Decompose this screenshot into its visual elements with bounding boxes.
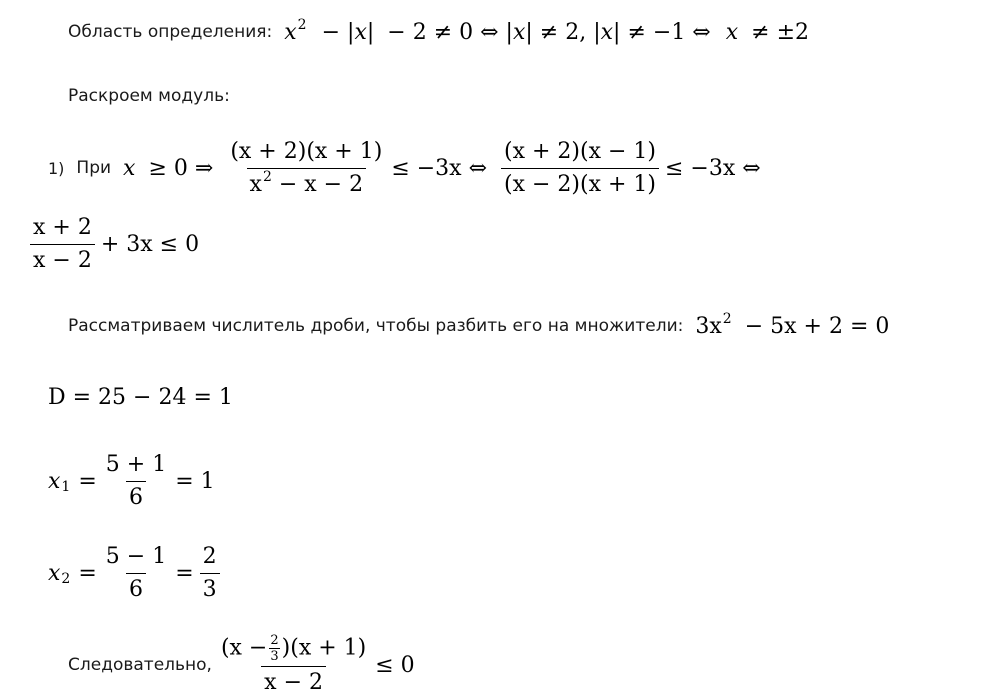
- case1-result-line: [24, 210, 199, 278]
- root2-numerator: 5 − 1: [105, 544, 167, 570]
- domain-var-x: x: [284, 19, 297, 45]
- case1-condition: [123, 156, 213, 181]
- case1-fraction-2: [501, 139, 659, 197]
- domain-var-x4: x: [600, 19, 614, 45]
- domain-line: [68, 14, 809, 50]
- domain-expression: [284, 16, 810, 45]
- domain-var-x2: x: [354, 19, 367, 45]
- root2-result-denominator: 3: [200, 573, 220, 602]
- domain-var-x5: x: [725, 19, 739, 45]
- root1-sub: 1: [61, 479, 71, 495]
- root1-eq: =: [78, 468, 97, 494]
- domain-label: Область определения:: [68, 22, 273, 42]
- case1-result-fraction: [30, 215, 95, 273]
- quadratic-a: 3x: [695, 313, 722, 339]
- case1-frac1-den-rest: − x − 2: [271, 171, 364, 197]
- case1-var-x: x: [123, 155, 136, 181]
- conclusion-fraction: [218, 634, 369, 695]
- case1-frac2-numerator: (x + 2)(x − 1): [504, 139, 656, 165]
- domain-var-x3: x: [512, 19, 526, 45]
- conclusion-result: ≤ 0: [375, 652, 415, 678]
- domain-ne-m1: | ≠ −1 ⇔: [613, 19, 711, 45]
- domain-abs-close: |: [366, 19, 375, 45]
- case1-number: 1): [48, 158, 65, 178]
- root2-x: x: [48, 560, 61, 586]
- conclusion-num-a: (x −: [220, 635, 268, 661]
- discriminant-line: [48, 380, 233, 414]
- case1-frac1-denominator: [247, 168, 367, 197]
- root2-result-numerator: 2: [202, 544, 217, 570]
- root1-numerator: 5 + 1: [105, 452, 167, 478]
- case1-result-rest: + 3x ≤ 0: [100, 231, 200, 257]
- conclusion-numerator: [218, 634, 369, 666]
- conclusion-label: Следовательно,: [68, 655, 212, 675]
- root2-result-fraction: [200, 544, 220, 602]
- root1-x: x: [48, 468, 61, 494]
- quadratic-power: 2: [722, 310, 732, 327]
- case1-frac1-den-power: 2: [262, 168, 272, 185]
- case1-result-numerator: x + 2: [33, 215, 92, 241]
- case1-frac1-den-x: x: [249, 171, 262, 197]
- root2-fraction: [103, 544, 169, 602]
- domain-ne-pm2: ≠ ±2: [751, 19, 810, 45]
- root1-fraction: [103, 452, 169, 510]
- expand-label: Раскроем модуль:: [68, 86, 230, 106]
- domain-ne2: | ≠ 2, |: [525, 19, 601, 45]
- domain-minus2: − 2 ≠ 0 ⇔ |: [387, 19, 513, 45]
- domain-minus-abs: − |: [321, 19, 355, 45]
- case1-frac1-numerator: (x + 2)(x + 1): [230, 139, 383, 165]
- domain-power: 2: [297, 16, 307, 33]
- root2-sub: 2: [61, 571, 71, 587]
- case1-frac2-denominator: (x − 2)(x + 1): [501, 168, 659, 197]
- conclusion-small-fraction: [269, 634, 279, 663]
- case1-result-denominator: x − 2: [30, 244, 95, 273]
- expand-modulus-line: [68, 84, 230, 108]
- conclusion-small-num: 2: [270, 633, 279, 649]
- quadratic-equation: [695, 310, 890, 339]
- case1-mid: ≤ −3x ⇔: [391, 155, 488, 181]
- root2-eq: =: [78, 560, 97, 586]
- root1-denominator: 6: [126, 481, 146, 510]
- case1-line: [48, 132, 761, 204]
- conclusion-small-den: 3: [270, 649, 279, 665]
- case1-end: ≤ −3x ⇔: [665, 155, 761, 181]
- root2-eq2: =: [175, 560, 194, 586]
- factor-line: [68, 308, 889, 344]
- root1-line: [48, 448, 215, 514]
- case1-label: При: [76, 158, 112, 178]
- quadratic-rest: − 5x + 2 = 0: [744, 313, 890, 339]
- root2-line: [48, 540, 226, 606]
- conclusion-denominator: x − 2: [261, 666, 326, 695]
- case1-fraction-1: [227, 139, 385, 197]
- factor-label: Рассматриваем числитель дроби, чтобы разбить его на множители:: [68, 316, 684, 336]
- root1-result: = 1: [175, 468, 215, 494]
- case1-ge0: ≥ 0 ⇒: [148, 155, 214, 181]
- conclusion-line: [68, 632, 415, 698]
- discriminant: D = 25 − 24 = 1: [48, 384, 233, 410]
- conclusion-num-b: )(x + 1): [281, 635, 367, 661]
- root2-denominator: 6: [126, 573, 146, 602]
